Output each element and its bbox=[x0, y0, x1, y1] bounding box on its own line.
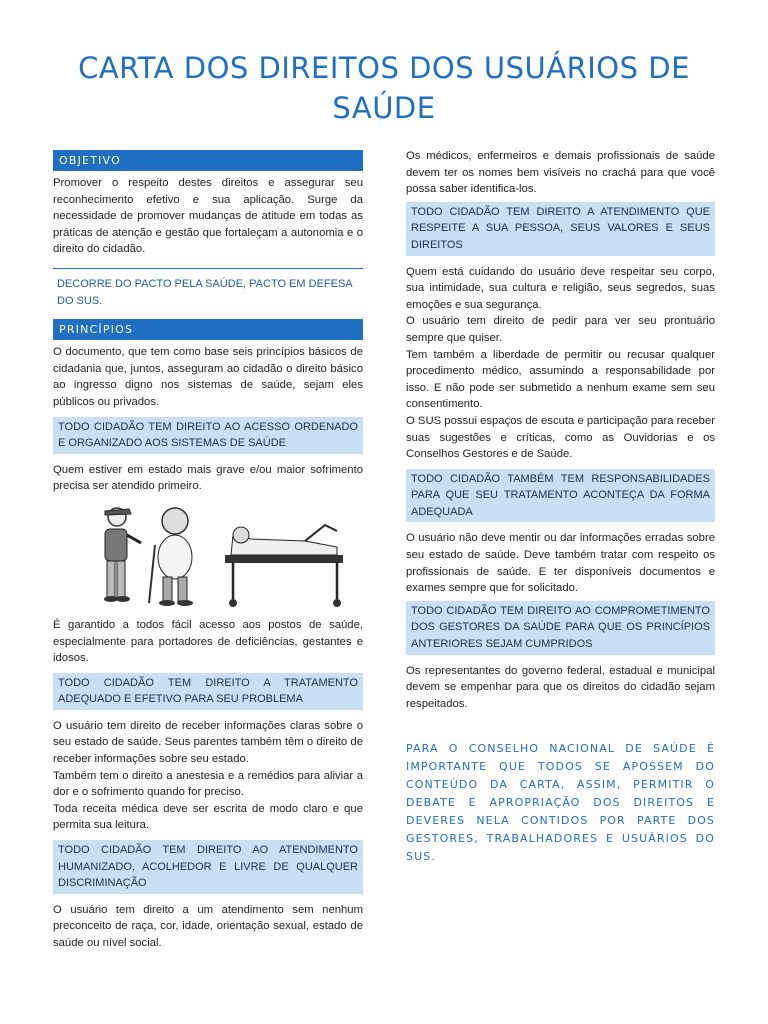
heading-tratamento: TODO CIDADÃO TEM DIREITO A TRATAMENTO ADEQUADO E EFETIVO PARA SEU PROBLEMA bbox=[53, 673, 363, 710]
left-column bbox=[53, 150, 363, 952]
paragraph-garantido: É garantido a todos fácil acesso aos postos de saúde, especialmente para portadores de deficiências, gestantes e idosos. bbox=[53, 618, 363, 665]
paragraph-cracha: Os médicos, enfermeiros e demais profissionais de saúde devem ter os nomes bem visíveis no crachá para que você possa saber identifica-los. bbox=[406, 150, 715, 196]
principios-header: PRINCÍPIOS bbox=[53, 319, 363, 340]
heading-acesso: TODO CIDADÃO TEM DIREITO AO ACESSO ORDENADO E ORGANIZADO AOS SISTEMAS DE SAÚDE bbox=[53, 417, 363, 454]
heading-respeito: TODO CIDADÃO TEM DIREITO A ATENDIMENTO QUE RESPEITE A SUA PESSOA, SEUS VALORES E SEUS DIREITOS bbox=[406, 202, 715, 256]
paragraph-ouvidorias: O SUS possui espaços de escuta e participação para receber suas sugestões e críticas, como as Ouvidorias e os Conselhos Gestores e de Saúde. bbox=[406, 414, 715, 461]
principios-text: O documento, que tem como base seis princípios básicos de cidadania que, juntos, asseguram ao cidadão o direito básico ao ingresso digno nos sistemas de saúde, sejam eles públicos ou privados. bbox=[53, 346, 363, 408]
decorre-note: DECORRE DO PACTO PELA SAÚDE, PACTO EM DEFESA DO SUS. bbox=[53, 268, 363, 309]
paragraph-informacoes: O usuário tem direito de receber informações claras sobre o seu estado de saúde. Seus parentes também têm o direito de receber informações sobre seu estado. bbox=[53, 719, 363, 766]
objetivo-text: Promover o respeito destes direitos e assegurar seu reconhecimento efetivo e sua aplicação. Surge da necessidade de promover mudanças de atitude em todas as práticas de atenção e gestão que fortaleçam a autonomia e o direito do cidadão. bbox=[53, 177, 363, 256]
page-title: CARTA DOS DIREITOS DOS USUÁRIOS DE SAÚDE bbox=[78, 51, 690, 125]
paragraph-representantes: Os representantes do governo federal, estadual e municipal devem se empenhar para que os direitos do cidadão sejam respeitados. bbox=[406, 664, 715, 710]
illustration-icon bbox=[75, 495, 355, 613]
closing-statement: PARA O CONSELHO NACIONAL DE SAÚDE É IMPORTANTE QUE TODOS SE APOSSEM DO CONTEÚDO DA CARTA, ASSIM, PERMITIR O DEBATE E APROPRIAÇÃO DOS DIREITOS E DEVERES NELA CONTIDOS POR PARTE DOS GESTORES, TRABALHADORES E USUÁRIOS DO SUS. bbox=[406, 742, 715, 864]
paragraph-corpo: Quem está cuidando do usuário deve respeitar seu corpo, sua intimidade, sua cultura e religião, seus segredos, suas emoções e sua segurança. bbox=[406, 265, 715, 311]
objetivo-header: OBJETIVO bbox=[53, 150, 363, 171]
paragraph-anestesia: Também tem o direito a anestesia e a remédios para aliviar a dor e o sofrimento quando for preciso. bbox=[53, 769, 363, 799]
patients-illustration bbox=[53, 495, 363, 617]
paragraph-receita: Toda receita médica deve ser escrita de modo claro e que permita sua leitura. bbox=[53, 802, 363, 832]
right-column bbox=[406, 148, 715, 866]
paragraph-liberdade: Tem também a liberdade de permitir ou recusar qualquer procedimento médico, assumindo a responsabilidade por isso. E não pode ser submetido a nenhum exame sem seu consentimento. bbox=[406, 348, 715, 411]
paragraph-preconceito: O usuário tem direito a um atendimento sem nenhum preconceito de raça, cor, idade, orientação sexual, estado de saúde ou nível social. bbox=[53, 903, 363, 949]
paragraph-mentir: O usuário não deve mentir ou dar informações erradas sobre seu estado de saúde. Deve também tratar com respeito os profissionais de saúde. E ter disponíveis documentos e exames sempre que for solicitado. bbox=[406, 532, 715, 595]
heading-responsabilidades: TODO CIDADÃO TAMBÉM TEM RESPONSABILIDADES PARA QUE SEU TRATAMENTO ACONTEÇA DA FORMA ADEQUADA bbox=[406, 469, 715, 523]
paragraph-acesso: Quem estiver em estado mais grave e/ou maior sofrimento precisa ser atendido primeiro. bbox=[53, 463, 363, 493]
paragraph-prontuario: O usuário tem direito de pedir para ver seu prontuário sempre que quiser. bbox=[406, 315, 715, 344]
heading-humanizado: TODO CIDADÃO TEM DIREITO AO ATENDIMENTO HUMANIZADO, ACOLHEDOR E LIVRE DE QUALQUER DISCRIMINAÇÃO bbox=[53, 840, 363, 894]
heading-comprometimento: TODO CIDADÃO TEM DIREITO AO COMPROMETIMENTO DOS GESTORES DA SAÚDE PARA QUE OS PRINCÍPIOS ANTERIORES SEJAM CUMPRIDOS bbox=[406, 601, 715, 655]
